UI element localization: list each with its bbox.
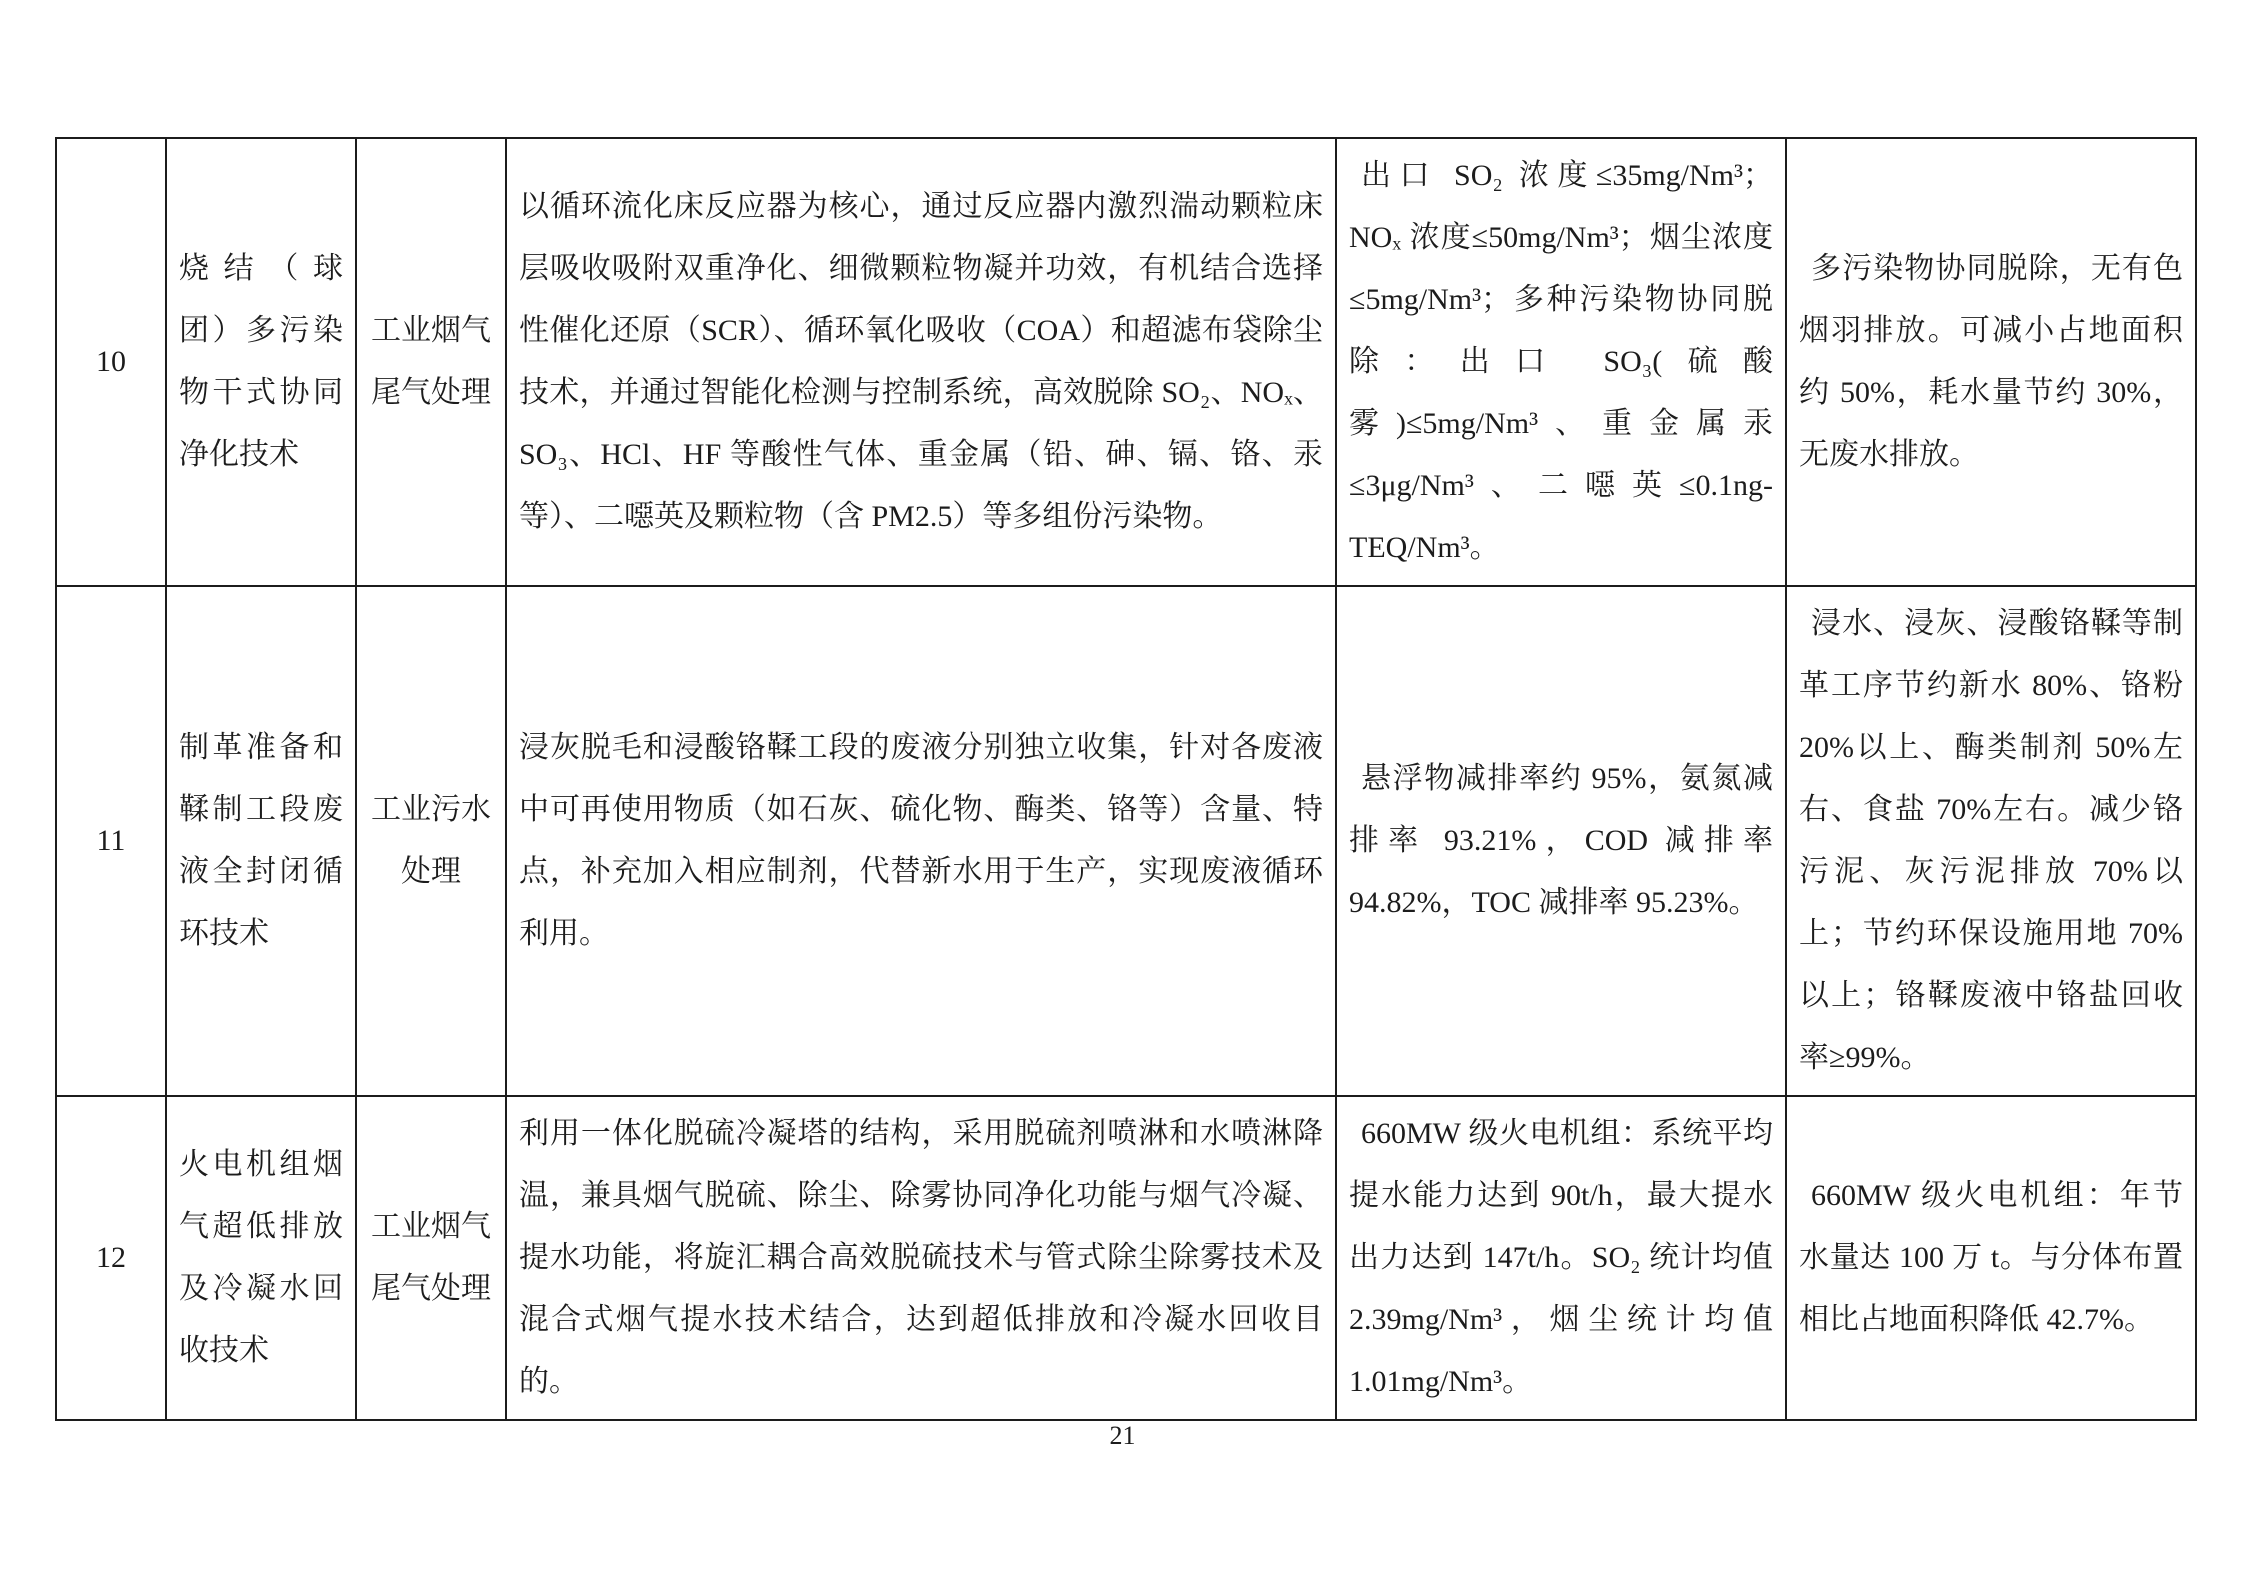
technology-name: 火电机组烟气超低排放及冷凝水回收技术: [166, 1096, 356, 1420]
technology-description: 利用一体化脱硫冷凝塔的结构，采用脱硫剂喷淋和水喷淋降温，兼具烟气脱硫、除尘、除雾协同净化功能与烟气冷凝、提水功能，将旋汇耦合高效脱硫技术与管式除尘除雾技术及混合式烟气提水技术结合，达到超低排放和冷凝水回收目的。: [506, 1096, 1336, 1420]
technology-category: 工业烟气尾气处理: [356, 1096, 506, 1420]
row-number: 11: [56, 586, 166, 1096]
technology-category: 工业烟气尾气处理: [356, 138, 506, 586]
row-number: 10: [56, 138, 166, 586]
technology-description: 浸灰脱毛和浸酸铬鞣工段的废液分别独立收集，针对各废液中可再使用物质（如石灰、硫化物、酶类、铬等）含量、特点，补充加入相应制剂，代替新水用于生产，实现废液循环利用。: [506, 586, 1336, 1096]
technology-table: [55, 137, 2197, 1421]
technology-benefits: 多污染物协同脱除，无有色烟羽排放。可减小占地面积约 50%，耗水量节约 30%，无废水排放。: [1786, 138, 2196, 586]
table-row: [56, 586, 2196, 1096]
performance-indicators: 660MW 级火电机组：系统平均提水能力达到 90t/h，最大提水出力达到 147t/h。SO₂ 统计均值 2.39mg/Nm³，烟尘统计均值 1.01mg/Nm³。: [1336, 1096, 1786, 1420]
technology-category: 工业污水处理: [356, 586, 506, 1096]
table-row: [56, 1096, 2196, 1420]
row-number: 12: [56, 1096, 166, 1420]
table-row: [56, 138, 2196, 586]
technology-benefits: 660MW 级火电机组：年节水量达 100 万 t。与分体布置相比占地面积降低 42.7%。: [1786, 1096, 2196, 1420]
performance-indicators: 出口 SO₂ 浓度≤35mg/Nm³；NOₓ 浓度≤50mg/Nm³；烟尘浓度≤5mg/Nm³；多种污染物协同脱除：出口 SO₃(硫酸雾)≤5mg/Nm³、重金属汞≤3μg/Nm³、二噁英≤0.1ng-TEQ/Nm³。: [1336, 138, 1786, 586]
technology-description: 以循环流化床反应器为核心，通过反应器内激烈湍动颗粒床层吸收吸附双重净化、细微颗粒物凝并功效，有机结合选择性催化还原（SCR）、循环氧化吸收（COA）和超滤布袋除尘技术，并通过智能化检测与控制系统，高效脱除 SO₂、NOₓ、SO₃、HCl、HF 等酸性气体、重金属（铅、砷、镉、铬、汞等）、二噁英及颗粒物（含 PM2.5）等多组份污染物。: [506, 138, 1336, 586]
performance-indicators: 悬浮物减排率约 95%，氨氮减排率 93.21%，COD 减排率 94.82%，TOC 减排率 95.23%。: [1336, 586, 1786, 1096]
technology-name: 制革准备和鞣制工段废液全封闭循环技术: [166, 586, 356, 1096]
technology-name: 烧结（球团）多污染物干式协同净化技术: [166, 138, 356, 586]
technology-benefits: 浸水、浸灰、浸酸铬鞣等制革工序节约新水 80%、铬粉 20%以上、酶类制剂 50%左右、食盐 70%左右。减少铬污泥、灰污泥排放 70%以上；节约环保设施用地 70%以上；铬鞣废液中铬盐回收率≥99%。: [1786, 586, 2196, 1096]
page-number: 21: [1109, 1421, 1136, 1450]
